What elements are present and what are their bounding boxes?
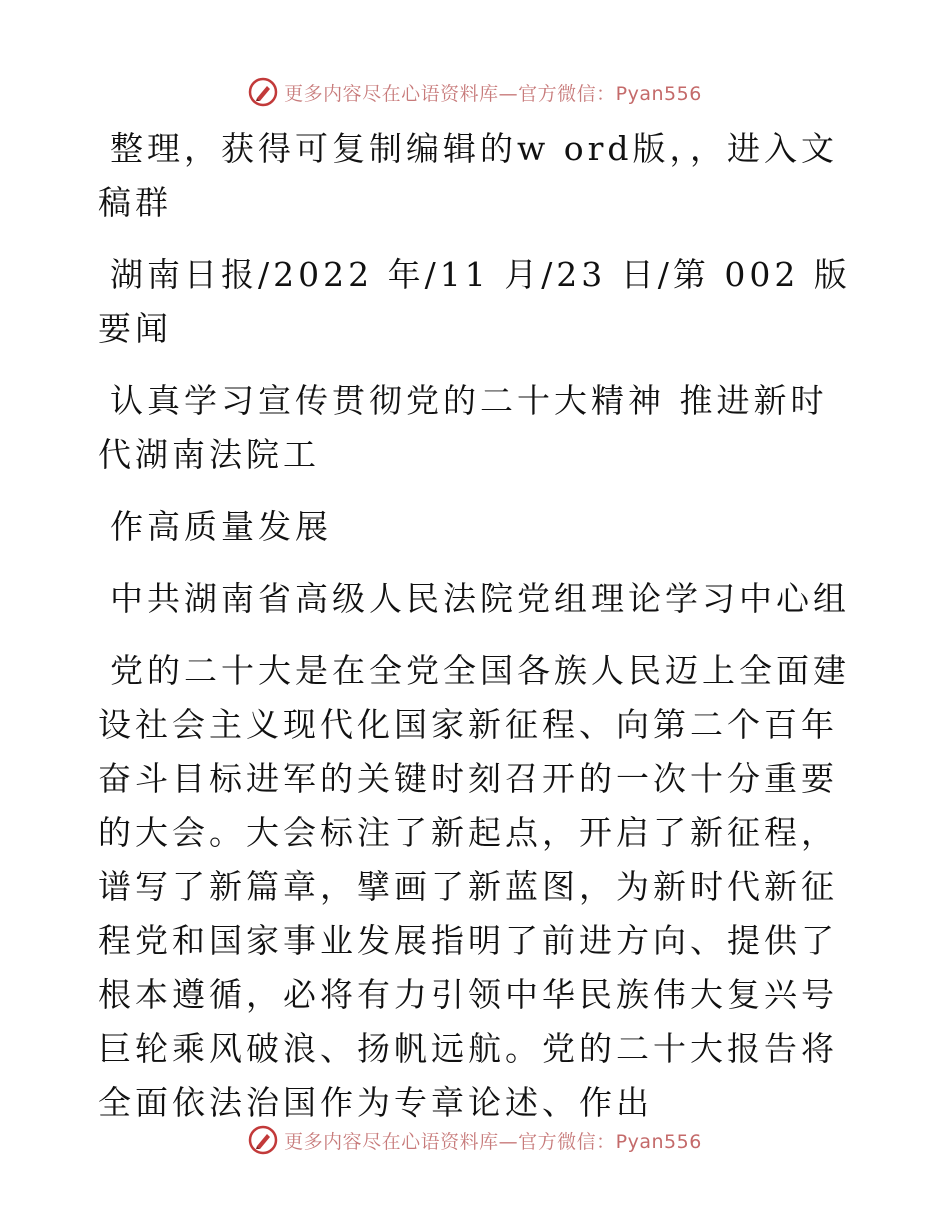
footer-watermark — [0, 1120, 950, 1160]
pen-logo-icon — [248, 1125, 278, 1155]
watermark-text: 更多内容尽在心语资料库—官方微信：Pyan556 — [284, 82, 702, 105]
intro-line: 整理，获得可复制编辑的w ord版，，进入文稿群 — [98, 129, 839, 222]
watermark-wechat-id: Pyan556 — [615, 82, 702, 105]
pen-logo-icon — [248, 77, 278, 107]
watermark-wechat-id: Pyan556 — [615, 1130, 702, 1153]
body-paragraph: 党的二十大是在全党全国各族人民迈上全面建设社会主义现代化国家新征程、向第二个百年奋斗目标进军的关键时刻召开的一次十分重要的大会。大会标注了新起点，开启了新征程，谱写了新篇章，擘画了新蓝图，为新时代新征程党和国家事业发展指明了前进方向、提供了根本遵循，必将有力引领中华民族伟大复兴号巨轮乘风破浪、扬帆远航。党的二十大报告将全面依法治国作为专章论述、作出 — [98, 651, 850, 1122]
source-line: 湖南日报/2022 年/11 月/23 日/第 002 版要闻 — [98, 255, 851, 348]
header-watermark — [0, 72, 950, 112]
headline: 认真学习宣传贯彻党的二十大精神 推进新时代湖南法院工 — [98, 381, 828, 474]
document-body — [98, 122, 858, 1130]
headline-continuation: 作高质量发展 — [110, 507, 332, 546]
watermark-text: 更多内容尽在心语资料库—官方微信：Pyan556 — [284, 1130, 702, 1153]
author-line: 中共湖南省高级人民法院党组理论学习中心组 — [110, 579, 850, 618]
